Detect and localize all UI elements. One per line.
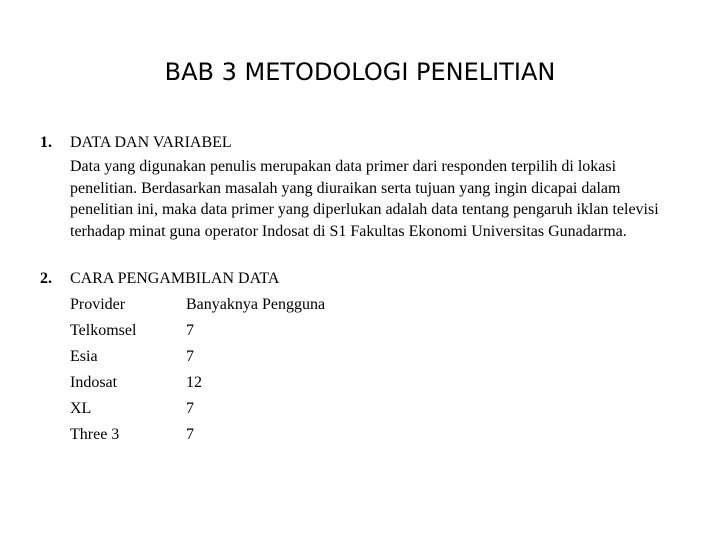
cell-provider: Three 3 [70, 426, 120, 443]
cell-provider: Indosat [70, 374, 118, 391]
cell-count: 12 [186, 374, 202, 391]
section-heading: DATA DAN VARIABEL [70, 134, 232, 151]
page-title: BAB 3 METODOLOGI PENELITIAN [164, 58, 556, 86]
section-number: 1. [40, 134, 52, 151]
provider-table [70, 294, 386, 450]
cell-provider: XL [70, 400, 92, 417]
table-row [70, 346, 386, 372]
section-number: 2. [40, 270, 52, 287]
table-row [70, 372, 386, 398]
header-provider: Provider [70, 296, 126, 313]
section-heading: CARA PENGAMBILAN DATA [70, 270, 280, 287]
table-row [70, 424, 386, 450]
table-row [70, 398, 386, 424]
cell-provider: Esia [70, 348, 98, 365]
table-header-row [70, 294, 386, 320]
cell-count: 7 [186, 426, 194, 443]
cell-provider: Telkomsel [70, 322, 137, 339]
cell-count: 7 [186, 348, 194, 365]
header-banyaknya-pengguna: Banyaknya Pengguna [186, 296, 326, 313]
section-paragraph: Data yang digunakan penulis merupakan data primer dari responden terpilih di lokasi penelitian. Berdasarkan masalah yang diuraikan serta tujuan yang ingin dicapai dalam penelitian ini, maka data primer yang diperlukan adalah data tentang pengaruh iklan televisi terhadap minat guna operator Indosat di S1 Fakultas Ekonomi Universitas Gunadarma. [70, 158, 659, 240]
cell-count: 7 [186, 400, 194, 417]
cell-count: 7 [186, 322, 194, 339]
table-row [70, 320, 386, 346]
